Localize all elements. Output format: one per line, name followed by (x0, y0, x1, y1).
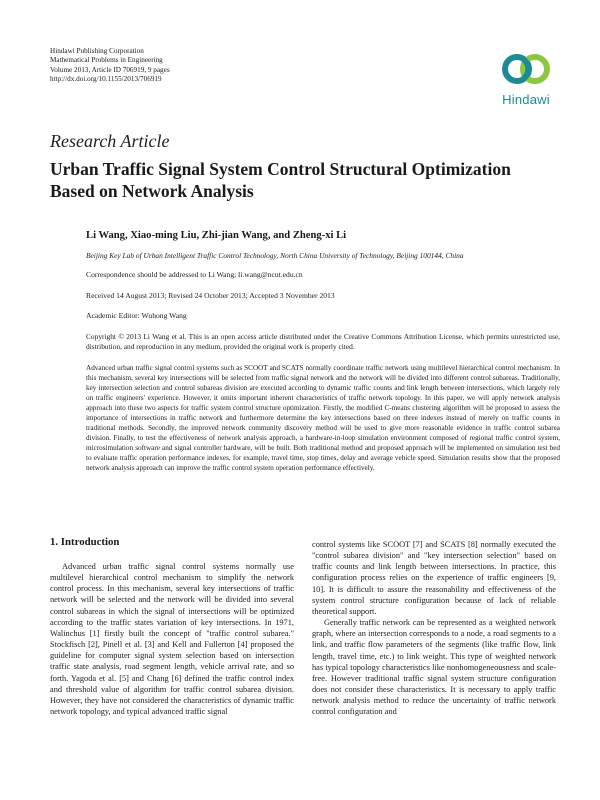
publisher-name: Hindawi Publishing Corporation (50, 47, 144, 55)
academic-editor: Academic Editor: Wuhong Wang (86, 311, 187, 320)
column-left (50, 561, 294, 717)
volume-info: Volume 2013, Article ID 706919, 9 pages (50, 65, 170, 74)
copyright-notice: Copyright © 2013 Li Wang et al. This is an open access article distributed under the Creative Commons Attribution License, which permits unrestricted use, distribution, and reproduction in any medium, provided the original work is properly cited. (86, 332, 560, 352)
column-right (312, 539, 556, 718)
correspondence: Correspondence should be addressed to Li Wang; li.wang@ncut.edu.cn (86, 270, 303, 279)
journal-name: Mathematical Problems in Engineering (50, 56, 163, 65)
publication-info (50, 47, 170, 85)
paragraph: Advanced urban traffic signal control systems normally use multilevel hierarchical control mechanism to simplify the network control process. In this mechanism, several key intersections of traffic network will be selected and the network will be divided into several control subareas in which the signal of intersections will be optimized according to the traffic states variation of key intersections. In 1971, Walinchus [1] firstly built the concept of "traffic control subarea." Stockfisch [2], Pinell et al. [3] and Kell and Fullerton [4] proposed the guideline for computer signal system selection based on intersection traffic state analysis, road segment length, vehicle arrival rate, and so forth. Yagoda et al. [5] and Chang [6] defined the traffic control index and threshold value of algorithm for traffic control subarea division. However, they have not considered the characteristics of dynamic traffic network topology, and typical advanced traffic signal (50, 562, 294, 717)
hindawi-logo-text: Hindawi (502, 92, 550, 107)
section-heading-introduction: 1. Introduction (50, 536, 120, 548)
paragraph: control systems like SCOOT [7] and SCATS [8] normally executed the "control subarea division" and "key intersection selection" based on traffic counts and link length between intersections. In practice, this configuration process relies on the experience of traffic engineers [9, 10]. It is difficult to assure the reasonability and effectiveness of the system control structure configuration because of lack of reliable theoretical support. (312, 540, 556, 616)
article-title (50, 158, 560, 202)
submission-dates: Received 14 August 2013; Revised 24 October 2013; Accepted 3 November 2013 (86, 291, 335, 300)
title-line-2: Based on Network Analysis (50, 181, 254, 201)
affiliation: Beijing Key Lab of Urban Intelligent Traffic Control Technology, North China University of Technology, Beijing 100144, China (86, 251, 464, 260)
paragraph: Generally traffic network can be represented as a weighted network graph, where an intersection corresponds to a node, a road segments to a link, and traffic flow parameters of the segments (like traffic flow, link length, travel time, etc.) to link weight. This type of weighted network has typical topology characteristics like nonhomogeneousness and scale-free. However traditional traffic signal system structure configuration does not consider these characteristics. It is necessary to apply traffic network analysis method to reduce the uncertainty of traffic network control configuration and (312, 618, 556, 717)
title-line-1: Urban Traffic Signal System Control Structural Optimization (50, 159, 511, 179)
doi-link[interactable]: http://dx.doi.org/10.1155/2013/706919 (50, 75, 162, 84)
abstract: Advanced urban traffic signal control systems such as SCOOT and SCATS normally coordinate traffic network using multilevel hierarchical control mechanism. In this mechanism, several key intersections will be selected from traffic signal network and the network will be divided into different control subareas. Traditionally, key intersection selection and control subareas division are executed according to dynamic traffic counts and link length between intersections, which largely rely on traffic engineers' experience. However, it omits important inherent characteristics of traffic network topology. In this paper, we will apply network analysis approach into these two aspects for traffic system control structure optimization. Firstly, the modified C-means clustering algorithm will be proposed to assess the importance of intersections in traffic network and furthermore determine the key intersections based on three indexes instead of merely on traffic counts in traditional methods. Secondly, the improved network community discovery method will be used to give more reasonable evidence in traffic control subarea division. Finally, to test the effectiveness of network analysis approach, a hardware-in-loop simulation environment composed of regional traffic control system, microsimulation software and signal controller hardware, will be built. Both traditional method and proposed approach will be implemented on simulation test bed to evaluate traffic operation performance indexes, for example, travel time, stop times, delay and average vehicle speed. Simulation results show that the proposed network analysis approach can improve the traffic control system operation performance effectively. (86, 364, 560, 473)
article-type: Research Article (50, 131, 170, 151)
author-list: Li Wang, Xiao-ming Liu, Zhi-jian Wang, and Zheng-xi Li (86, 230, 347, 241)
